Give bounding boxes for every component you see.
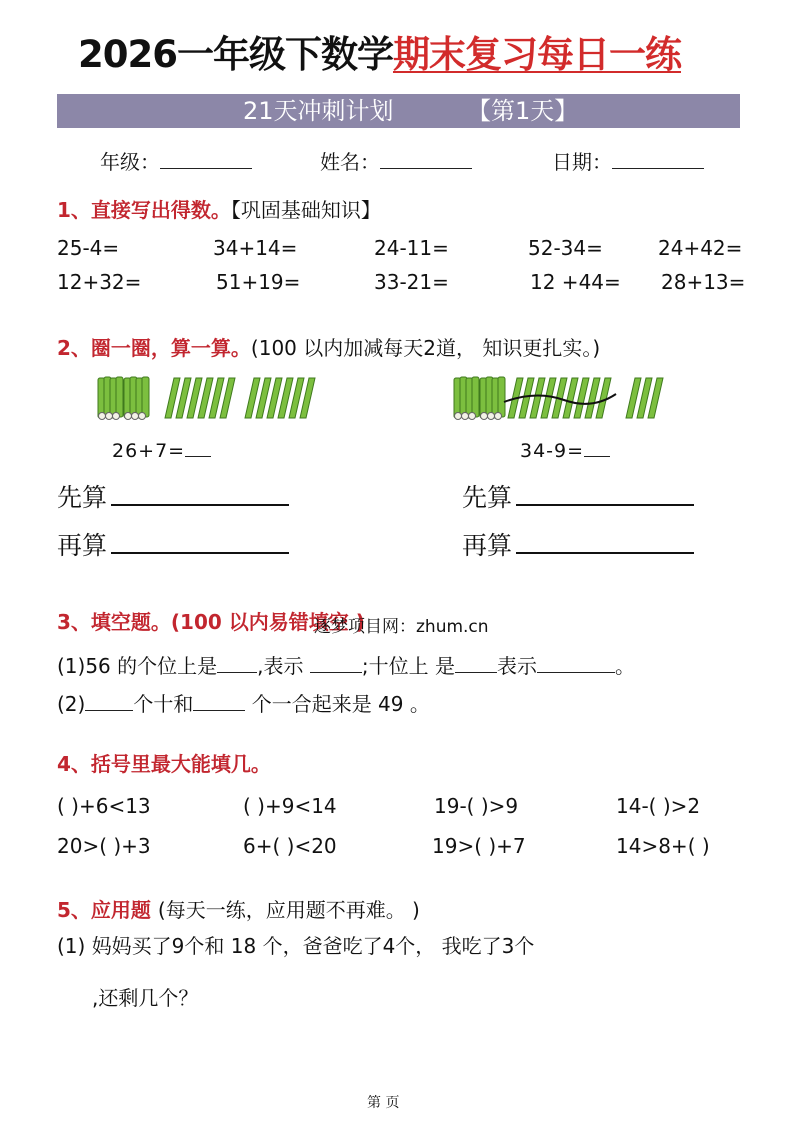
counting-sticks-right-image <box>446 372 686 424</box>
title-black: 2026一年级下数学 <box>78 33 393 76</box>
section-4-title: 4、括号里最大能填几。 <box>57 752 271 776</box>
bracket-item[interactable]: ( )+9<14 <box>243 794 337 818</box>
bracket-item[interactable]: 20>( )+3 <box>57 834 151 858</box>
bracket-item[interactable]: ( )+6<13 <box>57 794 151 818</box>
right-equation-text: 34-9= <box>520 440 585 462</box>
bracket-item[interactable]: 19-( )>9 <box>434 794 519 818</box>
q2-text-b: 个十和 <box>133 692 194 716</box>
second-step-label: 再算 <box>57 531 108 560</box>
calc-item[interactable]: 28+13= <box>661 270 746 294</box>
q1-text-c: ;十位上 是 <box>361 654 455 678</box>
second-step-label: 再算 <box>462 531 513 560</box>
section-5-title <box>57 894 420 923</box>
name-field[interactable] <box>320 146 472 175</box>
first-step-line[interactable] <box>516 480 694 506</box>
section-5-heading: 5、应用题 <box>57 898 151 922</box>
section-2-heading: 2、圈一圈，算一算。 <box>57 336 251 360</box>
right-answer-blank[interactable] <box>584 440 610 457</box>
calc-item[interactable]: 25-4= <box>57 236 120 260</box>
watermark: 逐梦项目网：zhum.cn <box>314 617 489 637</box>
left-equation[interactable] <box>112 440 211 462</box>
grade-label: 年级： <box>100 150 160 174</box>
page-title <box>78 24 681 78</box>
date-label: 日期： <box>552 150 612 174</box>
bracket-item[interactable]: 14>8+( ) <box>616 834 710 858</box>
calc-item[interactable]: 51+19= <box>216 270 301 294</box>
title-red: 期末复习每日一练 <box>392 33 681 76</box>
left-first-step[interactable] <box>57 478 289 514</box>
page-number: 第 页 <box>367 1095 400 1111</box>
left-equation-text: 26+7= <box>112 440 186 462</box>
q2-text-c: 个一合起来是 49 。 <box>251 692 430 716</box>
q1-text-a: (1)56 的个位上是 <box>57 654 218 678</box>
q1-blank-1[interactable] <box>217 654 257 673</box>
name-blank[interactable] <box>380 150 472 169</box>
right-second-step[interactable] <box>462 526 694 562</box>
right-first-step[interactable] <box>462 478 694 514</box>
date-blank[interactable] <box>612 150 704 169</box>
q1-blank-2[interactable] <box>310 654 362 673</box>
left-answer-blank[interactable] <box>185 440 211 457</box>
fill-question-2 <box>57 688 430 717</box>
date-field[interactable] <box>552 146 704 175</box>
section-1-tag: 【巩固基础知识】 <box>230 198 381 222</box>
q1-blank-4[interactable] <box>537 654 615 673</box>
bracket-item[interactable]: 19>( )+7 <box>432 834 526 858</box>
word-problem-1: (1) 妈妈买了9个和 18 个，爸爸吃了4个， 我吃了3个 <box>57 934 535 958</box>
counting-sticks-left-image <box>90 372 340 424</box>
section-2-title <box>57 332 600 361</box>
section-5-note: (每天一练，应用题不再难。 ) <box>157 898 420 922</box>
calc-item[interactable]: 12 +44= <box>530 270 621 294</box>
section-1-title <box>57 194 381 223</box>
second-step-line[interactable] <box>516 528 694 554</box>
fill-question-1 <box>57 650 635 679</box>
q1-text-d: 表示 <box>496 654 537 678</box>
bracket-item[interactable]: 14-( )>2 <box>616 794 701 818</box>
left-second-step[interactable] <box>57 526 289 562</box>
plan-banner <box>57 94 740 128</box>
second-step-line[interactable] <box>111 528 289 554</box>
calc-item[interactable]: 24-11= <box>374 236 449 260</box>
first-step-label: 先算 <box>462 483 513 512</box>
banner-plan: 21天冲刺计划 <box>243 97 394 125</box>
calc-item[interactable]: 52-34= <box>528 236 603 260</box>
first-step-line[interactable] <box>111 480 289 506</box>
first-step-label: 先算 <box>57 483 108 512</box>
section-2-note: (100 以内加减每天2道， 知识更扎实。) <box>250 336 601 360</box>
grade-field[interactable] <box>100 146 252 175</box>
right-equation[interactable] <box>520 440 610 462</box>
q1-blank-3[interactable] <box>455 654 497 673</box>
q2-blank-1[interactable] <box>85 692 133 711</box>
name-label: 姓名： <box>320 150 380 174</box>
q2-blank-2[interactable] <box>193 692 245 711</box>
section-1-heading: 1、直接写出得数。 <box>57 198 231 222</box>
calc-item[interactable]: 24+42= <box>658 236 743 260</box>
word-problem-1-cont: ,还剩几个？ <box>92 986 199 1010</box>
q2-text-a: (2) <box>57 692 86 716</box>
calc-item[interactable]: 34+14= <box>213 236 298 260</box>
q1-text-b: ,表示 <box>257 654 304 678</box>
bracket-item[interactable]: 6+( )<20 <box>243 834 337 858</box>
grade-blank[interactable] <box>160 150 252 169</box>
calc-item[interactable]: 33-21= <box>374 270 449 294</box>
section-3-title: 3、填空题。(100 以内易错填空 ) <box>57 610 365 634</box>
banner-day: 【第1天】 <box>467 97 579 125</box>
q1-text-end: 。 <box>614 654 635 678</box>
calc-item[interactable]: 12+32= <box>57 270 142 294</box>
